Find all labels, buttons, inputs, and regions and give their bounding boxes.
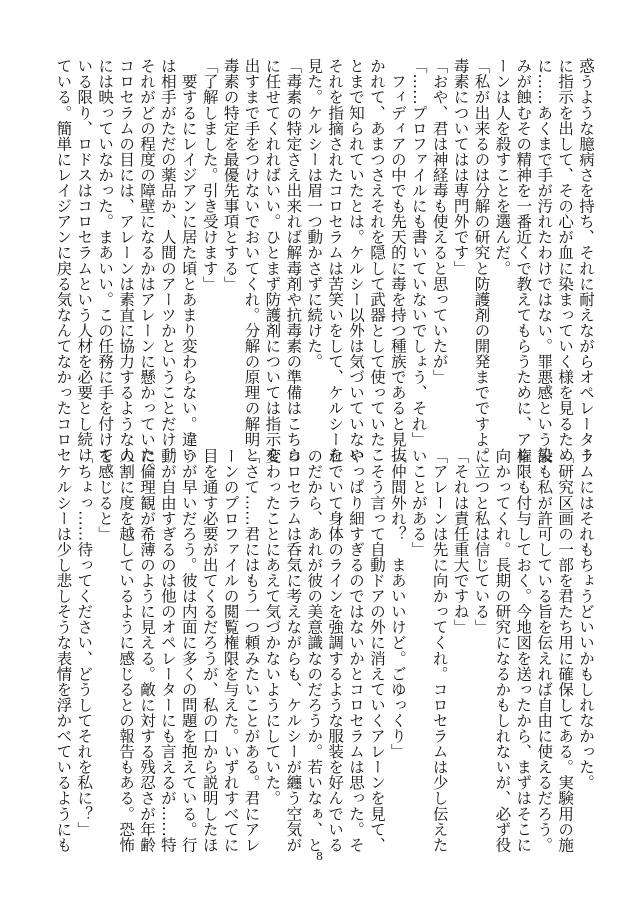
text-line: ラムにはそれもちょうどいいかもしれなかった。: [577, 448, 595, 791]
text-line: いる限り、ロドスはコロセラムという人材を必要とし続け: [75, 58, 94, 463]
text-line: に……あくまで手が汚れたわけではない。罪悪感という染: [535, 58, 554, 463]
lower-text-block: [54, 448, 596, 853]
text-line: いことがある」: [409, 448, 428, 557]
text-line: コロセラムの目には、アレーンは素直に協力するような人: [117, 58, 136, 463]
text-line: 「ちょっ……待ってください、どうしてそれを私に？」: [75, 448, 94, 837]
text-line: れでいて身体のラインを強調するような服装を好んでいる: [326, 448, 345, 853]
text-line: 「仲間外れ？ まあいいけど。ごゆっくり」: [388, 448, 407, 759]
text-line: に立つと私は信じている」: [472, 448, 491, 635]
text-line: 「毒素の特定さえ出来れば解毒剤や抗毒素の準備はこちら: [284, 58, 303, 463]
text-line: コロセラムは呑気に考えながらも、ケルシーが纏う空気が: [284, 448, 303, 853]
text-line: やっぱり細すぎるのではないかとコロセラムは思った。そ: [347, 448, 366, 853]
text-line: に任せてくれればいい。ひとまず防護剤については指示を: [263, 58, 282, 463]
text-line: 出すまで手をつけないでおいてくれ。分解の原理の解明と: [242, 58, 261, 463]
text-line: には映っていなかった。まあいい。この任務に手を付けて: [96, 58, 115, 463]
text-line: に倫理観が希薄のように見える。敵に対する残忍さが年齢: [137, 448, 156, 853]
text-line: 「おや、君は神経毒も使えると思っていたが」: [430, 58, 449, 385]
text-line: の割に度を越しているように感じるとの報告もある。恐怖: [117, 448, 136, 853]
text-line: を感じると」: [96, 448, 115, 542]
text-line: のだから、あれが彼の美意識なのだろうか。若いなぁ、と: [305, 448, 324, 853]
text-line: ケルシーは少し悲しそうな表情を浮かべているようにも: [54, 448, 73, 853]
text-line: 毒素の特定を最優先事項とする」: [221, 58, 240, 292]
text-line: 「了解しました。引き受けます」: [200, 58, 219, 292]
text-line: 要するにレイジアンに居た頃とあまり変わらない。違い: [179, 58, 198, 463]
text-line: ている。簡単にレイジアンに戻る気なんてなかったコロセ: [54, 58, 73, 463]
text-line: に指示を出して、その心が血に染まっていく様を見るため: [556, 58, 575, 463]
text-line: 「アレーンは先に向かってくれ。コロセラムは少し伝えた: [430, 448, 449, 853]
text-line: みが蝕むその精神を一番近くで教えてもらうために、アレ: [514, 58, 533, 463]
text-line: 「私が出来るのは分解の研究と防護剤の開発までですよ。: [472, 58, 491, 463]
text-line: うが早いだろう。彼は内面に多くの問題を抱えている。行: [179, 448, 198, 853]
text-line: 設も私が許可している旨を伝えれば自由に使えるだろう。: [535, 448, 554, 853]
text-line: そう言って自動ドアの外に消えていくアレーンを見て、: [367, 448, 386, 853]
text-line: 「さて……君にはもう一つ頼みたいことがある。君にアレ: [242, 448, 261, 853]
upper-text-block: [54, 58, 596, 478]
text-line: 毒素についてはは専門外です」: [451, 58, 470, 276]
text-line: とまで知られていたとは。ケルシー以外は気づいていない: [347, 58, 366, 463]
text-line: 権限も付与しておく。今地図を送ったから、まずはそこに: [514, 448, 533, 853]
text-line: ーンは人を殺すことを選んだ。: [493, 58, 512, 276]
text-line: 見た。ケルシーは眉一つ動かさずに続けた。: [305, 58, 324, 369]
text-line: 向かってくれ。長期の研究になるかもしれないが、必ず役: [493, 448, 512, 853]
text-line: 変わったことにあえて気づかないようにしていた。: [263, 448, 282, 806]
text-line: 動が自由すぎるのは他のオペレーターにも言えるが……特: [158, 448, 177, 853]
page-number: 8: [316, 850, 323, 863]
text-line: ーンのプロファイルの閲覧権限を与えた。いずれすべてに: [221, 448, 240, 853]
text-line: 目を通す必要が出てくるだろうが、私の口から説明したほ: [200, 448, 219, 853]
text-line: 「……プロファイルにも書いていないでしょう、それ」: [409, 58, 428, 447]
text-line: フィディアの中でも先天的に毒を持つ種族であると見抜: [388, 58, 407, 463]
text-line: それがどの程度の障壁になるかはアレーンに懸かっていた。: [137, 58, 156, 478]
text-line: 「研究区画の一部を君たち用に確保してある。実験用の施: [556, 448, 575, 853]
text-line: それを指摘されたコロセラムは苦笑いをして、ケルシーを: [326, 58, 345, 463]
text-line: 惑うような臆病さを持ち、それに耐えながらオペレーター: [577, 58, 595, 463]
text-line: は相手がただの薬品か、人間のアーツかということだけ。: [158, 58, 177, 463]
text-line: 「それは責任重大ですね」: [451, 448, 470, 635]
text-line: かれて、あまつさえそれを隠して武器として使っていたこ: [367, 58, 386, 463]
